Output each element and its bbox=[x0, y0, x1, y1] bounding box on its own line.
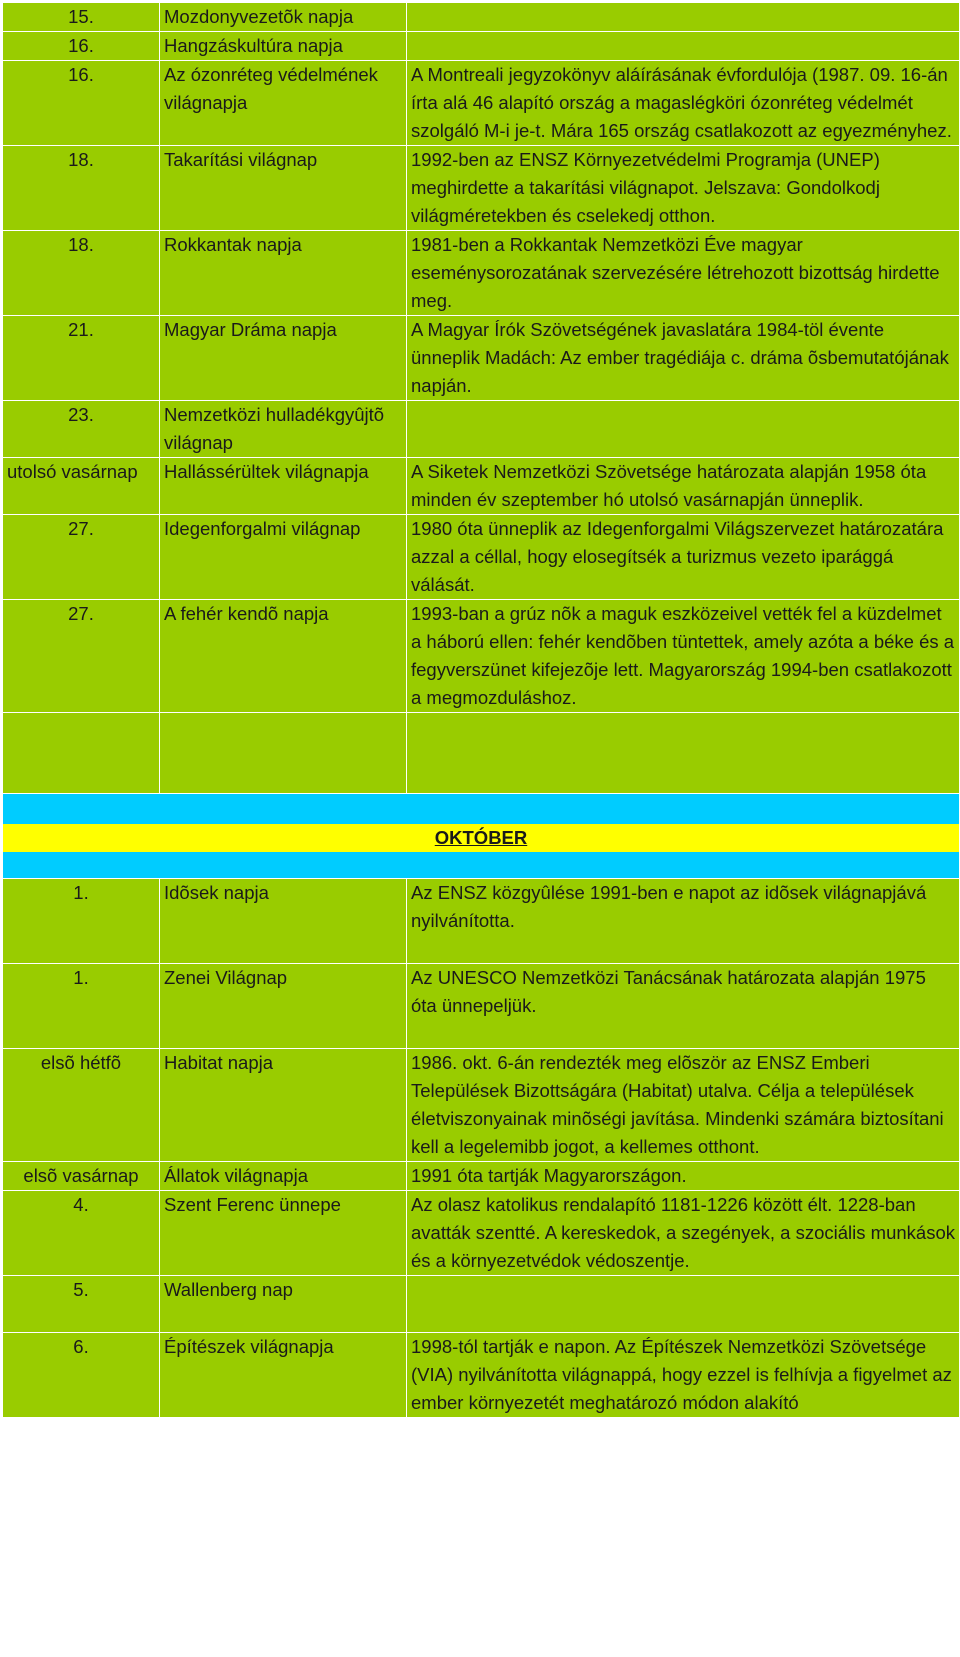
day-cell: 18. bbox=[3, 146, 160, 231]
table-row bbox=[3, 401, 960, 458]
month-band-cell bbox=[3, 794, 960, 879]
world-days-table bbox=[2, 2, 960, 1418]
event-name: Magyar Dráma napja bbox=[160, 316, 407, 401]
event-name: Hangzáskultúra napja bbox=[160, 32, 407, 61]
event-description bbox=[407, 32, 960, 61]
event-description: Az ENSZ közgyûlése 1991-ben e napot az idõsek világnapjává nyilvánította. bbox=[407, 879, 960, 964]
empty-cell bbox=[3, 713, 160, 794]
event-name: A fehér kendõ napja bbox=[160, 600, 407, 713]
spacer-row bbox=[3, 713, 960, 794]
event-name: Az ózonréteg védelmének világnapja bbox=[160, 61, 407, 146]
day-cell: 1. bbox=[3, 964, 160, 1049]
event-name: Zenei Világnap bbox=[160, 964, 407, 1049]
event-name: Wallenberg nap bbox=[160, 1276, 407, 1333]
day-cell: 6. bbox=[3, 1333, 160, 1418]
table-row bbox=[3, 32, 960, 61]
table-row bbox=[3, 61, 960, 146]
event-description: 1998-tól tartják e napon. Az Építészek Nemzetközi Szövetsége (VIA) nyilvánította világnappá, hogy ezzel is felhívja a figyelmet az ember környezetét meghatározó módon alakító bbox=[407, 1333, 960, 1418]
event-name: Idegenforgalmi világnap bbox=[160, 515, 407, 600]
table-row bbox=[3, 1276, 960, 1333]
table-row bbox=[3, 3, 960, 32]
event-description: Az UNESCO Nemzetközi Tanácsának határozata alapján 1975 óta ünnepeljük. bbox=[407, 964, 960, 1049]
day-cell: utolsó vasárnap bbox=[3, 458, 160, 515]
event-name: Takarítási világnap bbox=[160, 146, 407, 231]
table-row bbox=[3, 600, 960, 713]
event-description: 1981-ben a Rokkantak Nemzetközi Éve magyar eseménysorozatának szervezésére létrehozott bizottság hirdette meg. bbox=[407, 231, 960, 316]
day-cell: 18. bbox=[3, 231, 160, 316]
event-name: Mozdonyvezetõk napja bbox=[160, 3, 407, 32]
day-cell: 16. bbox=[3, 32, 160, 61]
event-name: Idõsek napja bbox=[160, 879, 407, 964]
table-row bbox=[3, 964, 960, 1049]
event-description bbox=[407, 1276, 960, 1333]
table-row bbox=[3, 1333, 960, 1418]
table-row bbox=[3, 515, 960, 600]
table-row bbox=[3, 879, 960, 964]
day-cell: 15. bbox=[3, 3, 160, 32]
day-cell: elsõ vasárnap bbox=[3, 1162, 160, 1191]
month-band bbox=[3, 794, 960, 879]
event-description: 1991 óta tartják Magyarországon. bbox=[407, 1162, 960, 1191]
event-description: A Montreali jegyzokönyv aláírásának évfordulója (1987. 09. 16-án írta alá 46 alapító ország a magaslégköri ózonréteg védelmét szolgáló M-i je-t. Mára 165 ország csatlakozott az egyezményhez. bbox=[407, 61, 960, 146]
event-description: 1993-ban a grúz nõk a maguk eszközeivel vették fel a küzdelmet a háború ellen: fehér kendõben tüntettek, amely azóta a béke és a fegyverszünet kifejezõje lett. Magyarország 1994-ben csatlakozott a megmozduláshoz. bbox=[407, 600, 960, 713]
day-cell: 4. bbox=[3, 1191, 160, 1276]
band-bottom-stripe bbox=[3, 852, 959, 878]
day-cell: 21. bbox=[3, 316, 160, 401]
table-row bbox=[3, 1162, 960, 1191]
day-cell: 27. bbox=[3, 600, 160, 713]
event-description bbox=[407, 3, 960, 32]
table-row bbox=[3, 458, 960, 515]
event-name: Hallássérültek világnapja bbox=[160, 458, 407, 515]
day-cell: elsõ hétfõ bbox=[3, 1049, 160, 1162]
event-name: Építészek világnapja bbox=[160, 1333, 407, 1418]
event-description: Az olasz katolikus rendalapító 1181-1226 között élt. 1228-ban avatták szentté. A kereskedok, a szegények, a szociális munkások és a környezetvédok védoszentje. bbox=[407, 1191, 960, 1276]
table-row bbox=[3, 1049, 960, 1162]
day-cell: 5. bbox=[3, 1276, 160, 1333]
month-title: OKTÓBER bbox=[434, 827, 528, 848]
day-cell: 27. bbox=[3, 515, 160, 600]
event-description: 1980 óta ünneplik az Idegenforgalmi Világszervezet határozatára azzal a céllal, hogy elosegítsék a turizmus vezeto iparággá válását. bbox=[407, 515, 960, 600]
table-row bbox=[3, 146, 960, 231]
event-name: Rokkantak napja bbox=[160, 231, 407, 316]
table-row bbox=[3, 1191, 960, 1276]
band-top-stripe bbox=[3, 794, 959, 824]
event-name: Nemzetközi hulladékgyûjtõ világnap bbox=[160, 401, 407, 458]
event-name: Habitat napja bbox=[160, 1049, 407, 1162]
day-cell: 1. bbox=[3, 879, 160, 964]
month-title-stripe bbox=[3, 824, 959, 852]
empty-cell bbox=[160, 713, 407, 794]
event-description: 1992-ben az ENSZ Környezetvédelmi Programja (UNEP) meghirdette a takarítási világnapot. Jelszava: Gondolkodj világméretekben és cselekedj otthon. bbox=[407, 146, 960, 231]
day-cell: 16. bbox=[3, 61, 160, 146]
table-row bbox=[3, 231, 960, 316]
empty-cell bbox=[407, 713, 960, 794]
event-description: 1986. okt. 6-án rendezték meg elõször az ENSZ Emberi Települések Bizottságára (Habitat) utalva. Célja a települések életviszonyainak minõségi javítása. Mindenki számára biztosítani kell a legelemibb jogot, a kellemes otthont. bbox=[407, 1049, 960, 1162]
event-name: Állatok világnapja bbox=[160, 1162, 407, 1191]
event-name: Szent Ferenc ünnepe bbox=[160, 1191, 407, 1276]
day-cell: 23. bbox=[3, 401, 160, 458]
table-row bbox=[3, 316, 960, 401]
event-description bbox=[407, 401, 960, 458]
event-description: A Siketek Nemzetközi Szövetsége határozata alapján 1958 óta minden év szeptember hó utolsó vasárnapján ünneplik. bbox=[407, 458, 960, 515]
event-description: A Magyar Írók Szövetségének javaslatára 1984-töl évente ünneplik Madách: Az ember tragédiája c. dráma õsbemutatójának napján. bbox=[407, 316, 960, 401]
